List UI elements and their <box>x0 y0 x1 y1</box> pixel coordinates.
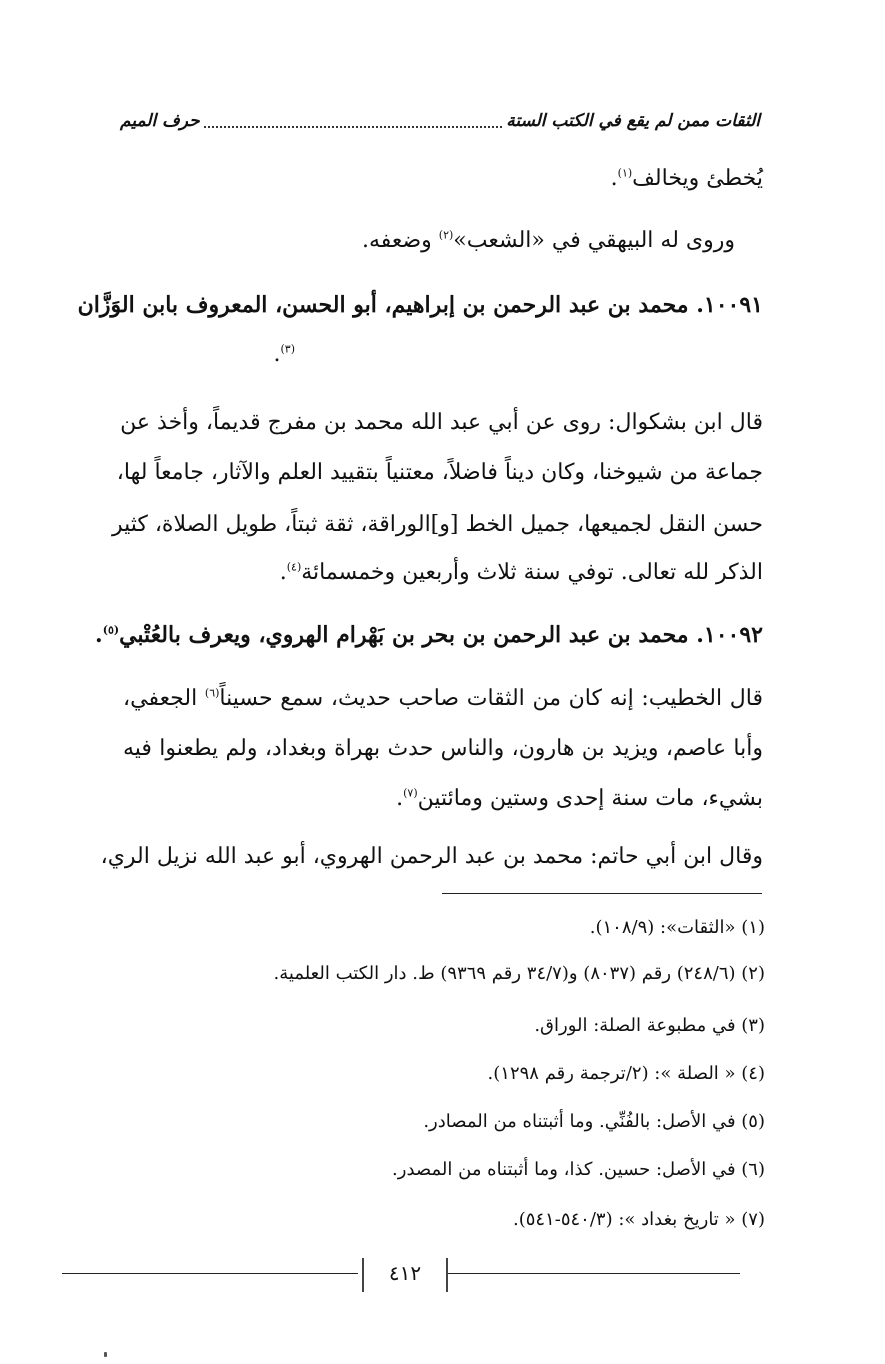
entry-heading-10092: ١٠٠٩٢. محمد بن عبد الرحمن بن بحر بن بَهْرام الهروي، ويعرف بالعُتْبي$^{(٥)}$. <box>95 622 763 648</box>
header-dot-leader <box>204 114 503 128</box>
paragraph-line: قال ابن بشكوال: روى عن أبي عبد الله محمد بن مفرج قديماً، وأخذ عن <box>120 410 763 435</box>
bayhaqi-note-line: وروى له البيهقي في «الشعب»$^{(٢)}$ وضعفه. <box>361 228 735 253</box>
entry-number: ١٠٠٩١ <box>703 292 763 318</box>
scan-speck <box>104 1352 107 1357</box>
footnote-ref: (٦) <box>204 686 220 700</box>
footnote-ref: (٣) <box>280 342 295 356</box>
footnote-ref: (٧) <box>403 786 418 800</box>
footnote-3: (٣) في مطبوعة الصلة: الوراق. <box>534 1015 765 1036</box>
paragraph-line: وأبا عاصم، ويزيد بن هارون، والناس حدث بهراة وبغداد، ولم يطعنوا فيه <box>123 736 763 761</box>
footnote-7: (٧) « تاريخ بغداد »: (٥٤٠/٣-٥٤١). <box>512 1209 765 1230</box>
entry-number: ١٠٠٩٢ <box>703 622 763 648</box>
footnote-ref: (٢) <box>438 228 454 242</box>
entry-heading-tail: $^{(٣)}$. <box>273 342 295 367</box>
paragraph-line: قال الخطيب: إنه كان من الثقات صاحب حديث، سمع حسيناً$^{(٦)}$ الجعفي، <box>123 686 763 711</box>
page-number: ٤١٢ <box>362 1258 448 1292</box>
running-header <box>120 106 760 136</box>
paragraph-line: وقال ابن أبي حاتم: محمد بن عبد الرحمن الهروي، أبو عبد الله نزيل الري، <box>100 844 763 869</box>
footer-rule-right <box>448 1273 740 1274</box>
header-book-title: الثقات ممن لم يقع في الكتب الستة <box>506 111 760 131</box>
paragraph-line: الذكر لله تعالى. توفي سنة ثلاث وأربعين وخمسمائة$^{(٤)}$. <box>279 560 763 585</box>
entry-heading-10091: ١٠٠٩١. محمد بن عبد الرحمن بن إبراهيم، أبو الحسن، المعروف بابن الوَزَّان <box>77 292 763 318</box>
footnote-ref: (٥) <box>102 623 120 637</box>
paragraph-line: جماعة من شيوخنا، وكان ديناً فاضلاً، معتنياً بتقييد العلم والآثار، جامعاً لها، <box>116 460 763 485</box>
footnote-2: (٢) (٢٤٨/٦) رقم (٨٠٣٧) و(٣٤/٧ رقم ٩٣٦٩) ط. دار الكتب العلمية. <box>273 963 765 984</box>
entry-name: محمد بن عبد الرحمن بن إبراهيم، أبو الحسن، المعروف بابن الوَزَّان <box>77 292 689 318</box>
footnote-6: (٦) في الأصل: حسين. كذا، وما أثبتناه من المصدر. <box>392 1159 765 1180</box>
footnote-1: (١) «الثقات»: (١٠٨/٩). <box>589 917 765 938</box>
footer-rule-left <box>62 1273 358 1274</box>
paragraph-line: حسن النقل لجميعها، جميل الخط [و]الوراقة، ثقة ثبتاً، طويل الصلاة، كثير <box>111 512 763 537</box>
continuation-line: يُخطئ ويخالف$^{(١)}$. <box>610 166 763 191</box>
paragraph-line: بشيء، مات سنة إحدى وستين ومائتين$^{(٧)}$. <box>396 786 763 811</box>
footnote-separator <box>442 893 762 894</box>
footnote-ref: (١) <box>617 166 633 180</box>
footnote-5: (٥) في الأصل: بالفُنِّي. وما أثبتناه من المصادر. <box>423 1111 765 1132</box>
entry-name: محمد بن عبد الرحمن بن بحر بن بَهْرام الهروي، ويعرف بالعُتْبي <box>119 622 689 648</box>
footnote-4: (٤) « الصلة »: (٢/ترجمة رقم ١٢٩٨). <box>487 1063 765 1084</box>
header-chapter: حرف الميم <box>120 111 200 131</box>
footnote-ref: (٤) <box>286 560 302 574</box>
